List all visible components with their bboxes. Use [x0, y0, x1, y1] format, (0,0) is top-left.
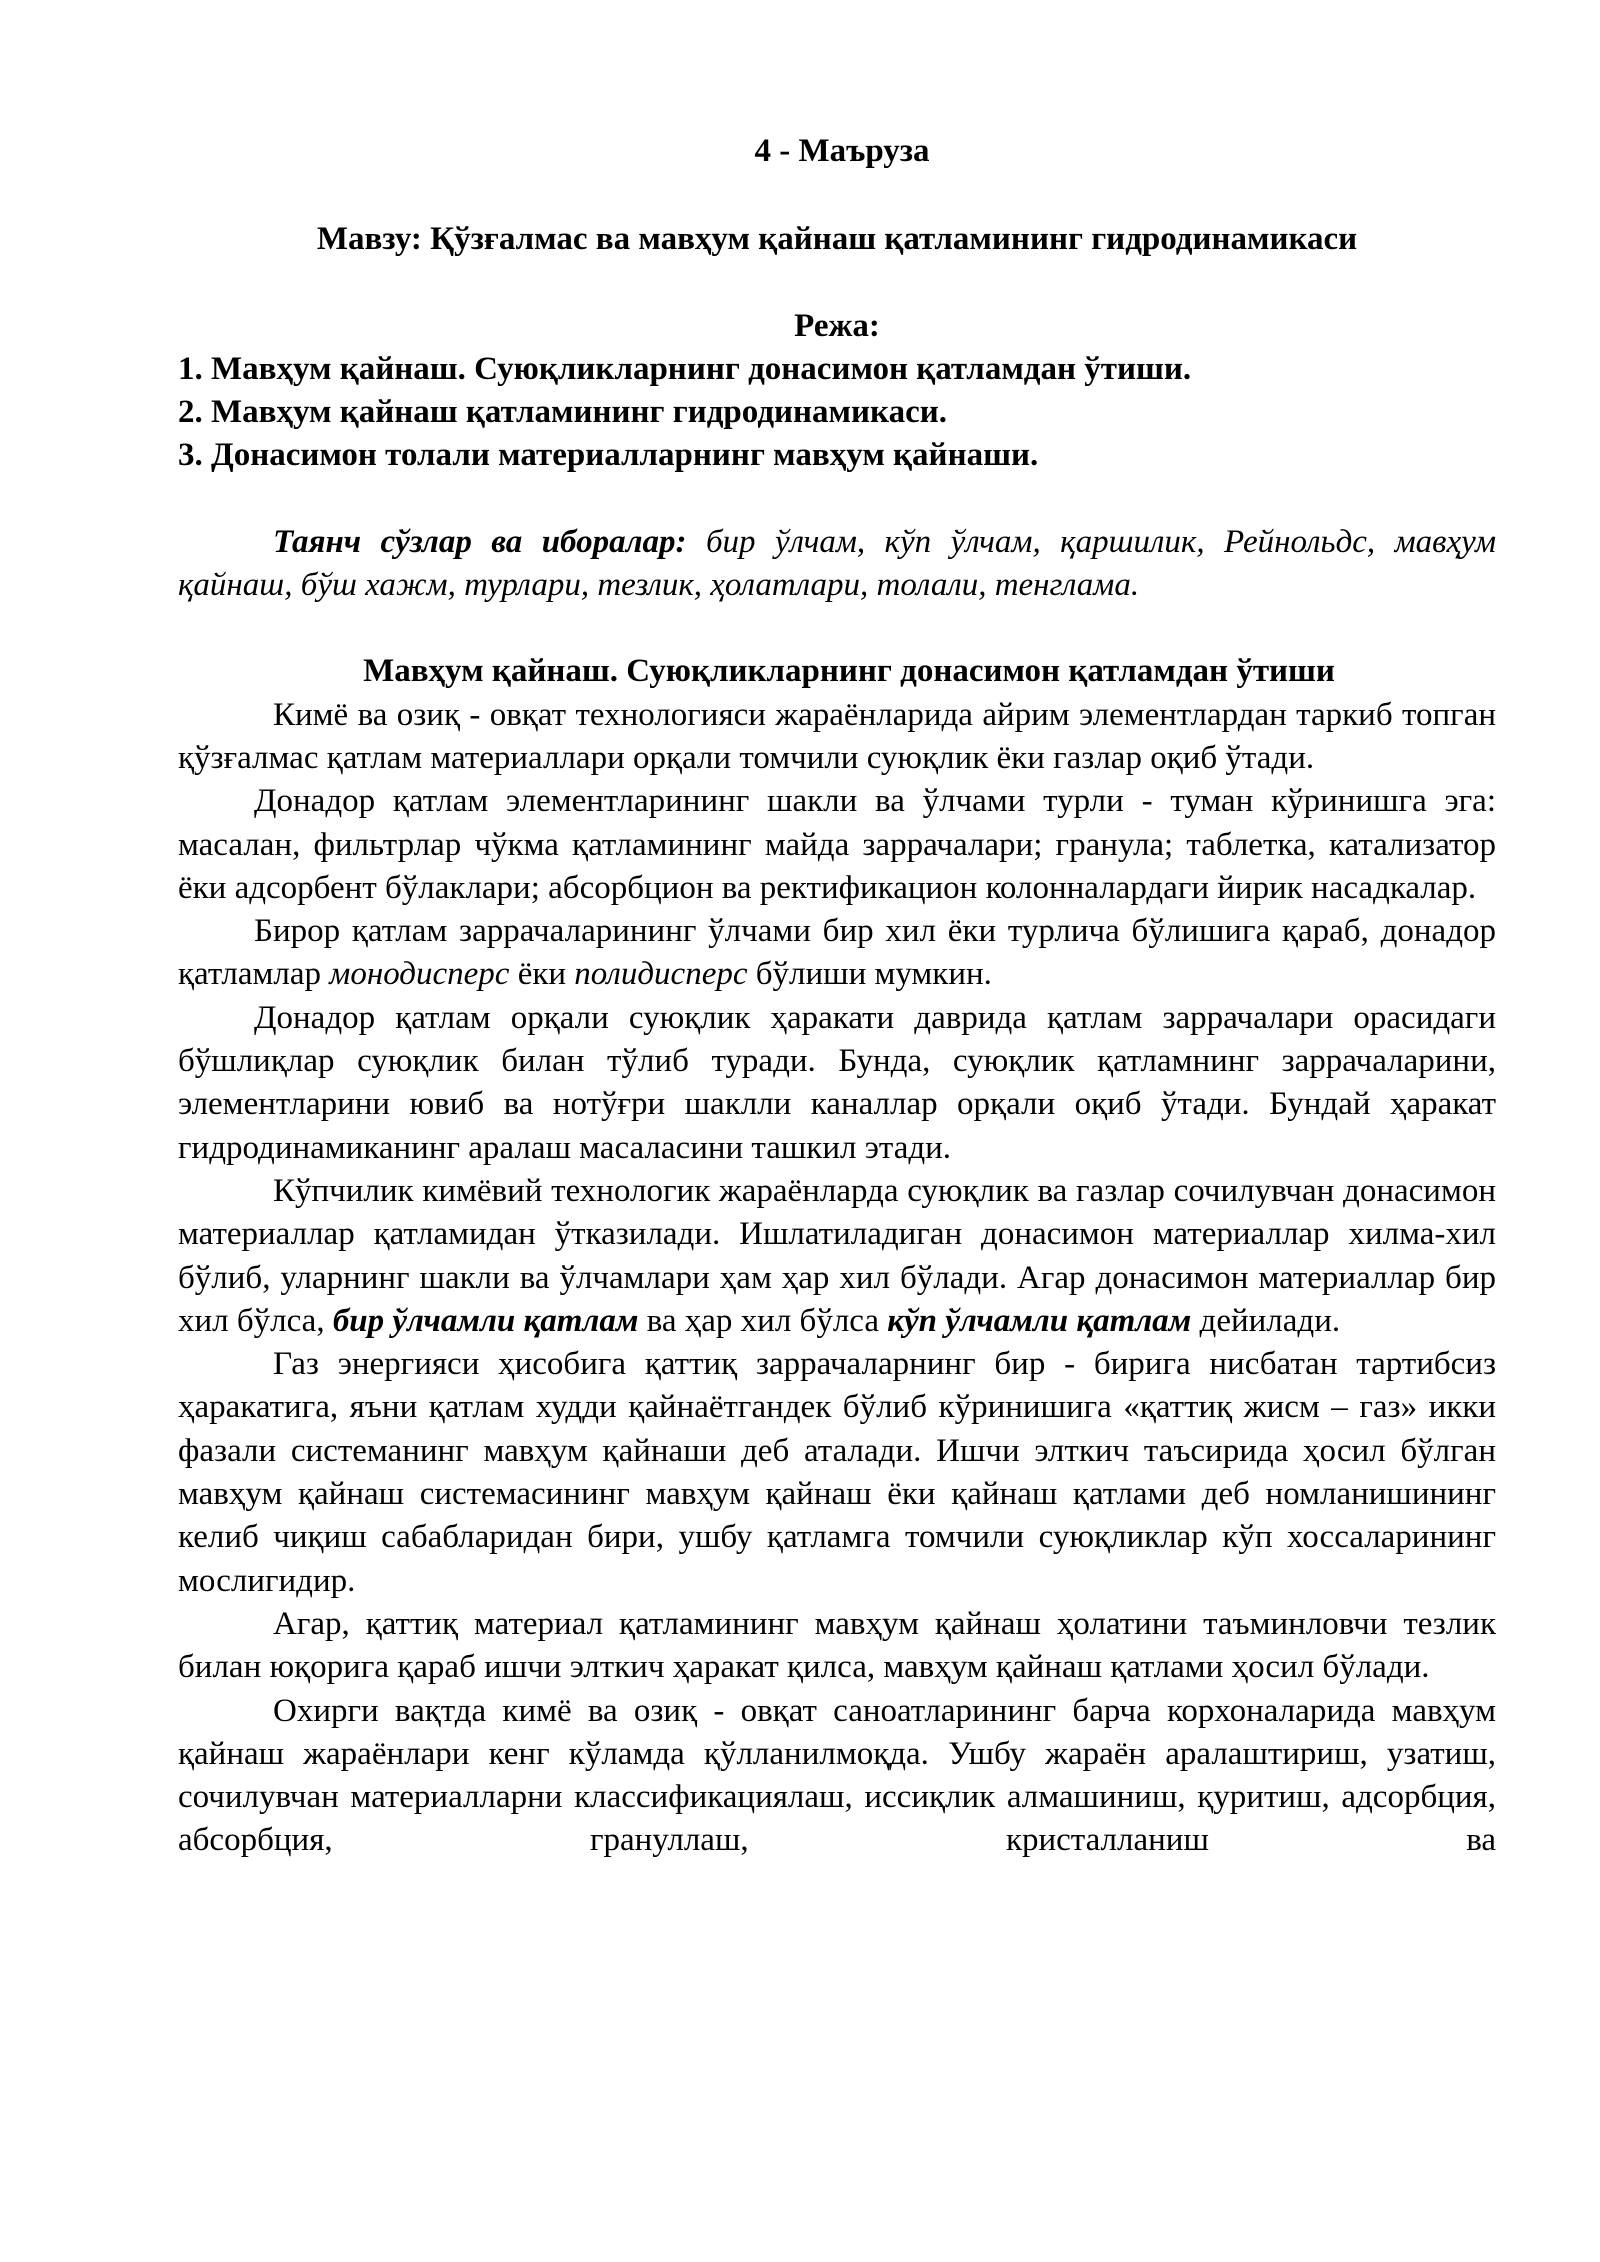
body-paragraph: Охирги вақтда кимё ва озиқ - овқат саноатларининг барча корхоналарида мавҳум қайнаш жараёнлари кенг кўламда қўлланилмоқда. Ушбу жараён аралаштириш, узатиш, сочилувчан материалларни классификациялаш, иссиқлик алмашиниш, қуритиш, адсорбция, абсорбция, грануллаш, кристалланиш ва [178, 1692, 1496, 1859]
term-monodisperse: монодисперс [329, 956, 510, 993]
keywords-paragraph [178, 521, 1496, 608]
body-paragraph: Кимё ва озиқ - овқат технологияси жараёнларида айрим элементлардан таркиб топган қўзғалмас қатлам материаллари орқали томчили суюқлик ёки газлар оқиб ўтади. [178, 696, 1496, 776]
plan-item: 1. Мавҳум қайнаш. Суюқликларнинг донасимон қатламдан ўтиши. [178, 350, 1192, 387]
body-paragraph [178, 910, 1496, 997]
body-paragraph [178, 1170, 1496, 1343]
text-run: дейилади. [1191, 1302, 1341, 1339]
text-run: Кўпчилик кимёвий технологик жараёнларда суюқлик ва газлар сочилувчан донасимон материаллар қатламидан ўтказилади. Ишлатиладиган донасимон материаллар хилма-хил бўлиб, уларнинг шакли ва ўлчамлари ҳам ҳар хил бўлади. Агар донасимон материаллар бир хил бўлса, [178, 1172, 1496, 1339]
plan-item: 2. Мавҳум қайнаш қатламининг гидродинамикаси. [178, 394, 947, 431]
plan-heading: Режа: [794, 307, 880, 344]
text-run: ёки [509, 956, 575, 993]
body-paragraph: Донадор қатлам элементларининг шакли ва ўлчами турли - туман кўринишга эга: масалан, фильтрлар чўкма қатламининг майда заррачалари; гранула; таблетка, катализатор ёки адсорбент бўлаклари; абсорбцион ва ректификацион колонналардаги йирик насадкалар. [178, 783, 1496, 906]
term-single-size-layer: бир ўлчамли қатлам [332, 1302, 639, 1339]
body-paragraph: Газ энергияси ҳисобига қаттиқ заррачаларнинг бир - бирига нисбатан тартибсиз ҳаракатига, яъни қатлам худди қайнаётгандек бўлиб кўринишига «қаттиқ жисм – газ» икки фазали системанинг мавҳум қайнаши деб аталади. Ишчи элткич таъсирида ҳосил бўлган мавҳум қайнаш системасининг мавҳум қайнаш ёки қайнаш қатлами деб номланишининг келиб чиқиш сабабларидан бири, ушбу қатламга томчили суюқликлар кўп хоссаларининг мослигидир. [178, 1346, 1496, 1599]
text-run: бўлиши мумкин. [747, 956, 992, 993]
body-paragraph: Донадор қатлам орқали суюқлик ҳаракати даврида қатлам заррачалари орасидаги бўшлиқлар суюқлик билан тўлиб туради. Бунда, суюқлик қатламнинг заррачаларини, элементларини ювиб ва нотўғри шаклли каналлар орқали оқиб ўтади. Бундай ҳаракат гидродинамиканинг аралаш масаласини ташкил этади. [178, 999, 1496, 1166]
text-run: Бирор қатлам заррачаларининг ўлчами бир хил ёки турлича бўлишига қараб, донадор қатламлар [178, 913, 1496, 993]
lecture-title: 4 - Маъруза [754, 133, 930, 169]
term-polydisperse: полидисперс [574, 956, 748, 993]
plan-item: 3. Донасимон толали материалларнинг мавҳум қайнаши. [178, 437, 1039, 474]
keywords-text: бир ўлчам, кўп ўлчам, қаршилик, Рейнольдс, мавҳум қайнаш, бўш хажм, турлари, тезлик, ҳолатлари, толали, тенглама. [178, 523, 1497, 604]
body-paragraph: Агар, қаттиқ материал қатламининг мавҳум қайнаш ҳолатини таъминловчи тезлик билан юқорига қараб ишчи элткич ҳаракат қилса, мавҳум қайнаш қатлами ҳосил бўлади. [178, 1605, 1496, 1686]
section-heading: Мавҳум қайнаш. Суюқликларнинг донасимон қатламдан ўтиши [363, 653, 1335, 690]
term-multi-size-layer: кўп ўлчамли қатлам [887, 1302, 1192, 1339]
keywords-label: Таянч сўзлар ва иборалар: [273, 523, 687, 560]
document-page [178, 130, 1496, 1863]
text-run: ва ҳар хил бўлса [638, 1302, 888, 1339]
lecture-topic: Мавзу: Қўзғалмас ва мавҳум қайнаш қатламининг гидродинамикаси [316, 221, 1358, 258]
plan-list [178, 348, 1496, 478]
